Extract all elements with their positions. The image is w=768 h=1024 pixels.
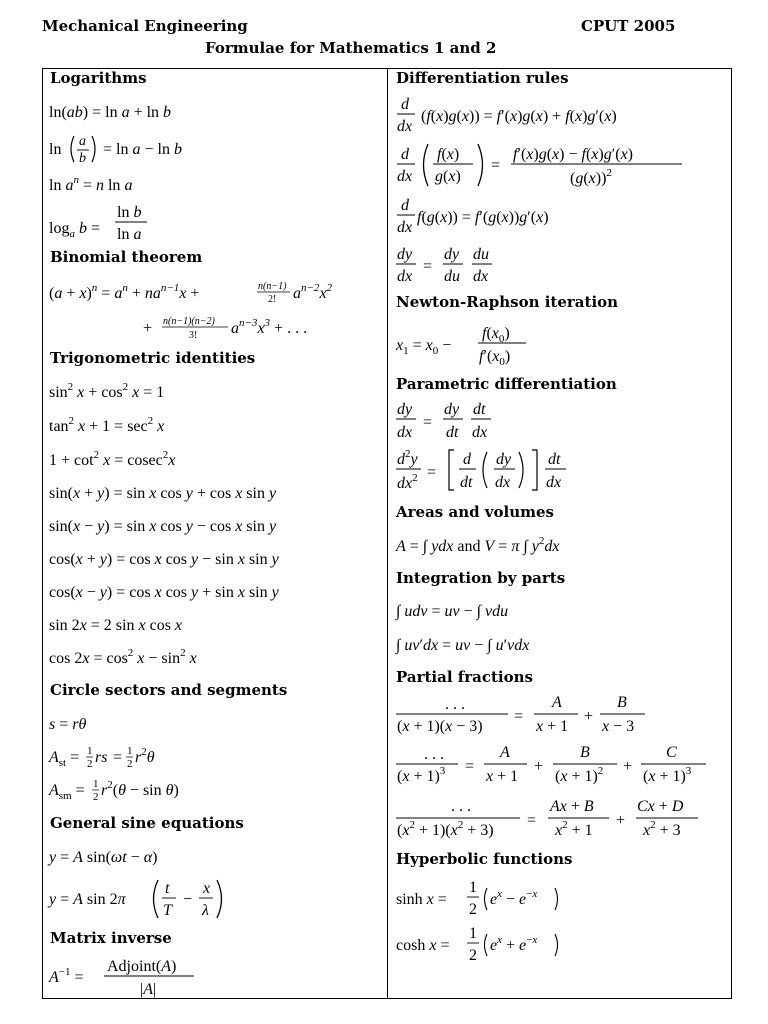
formula-newton-raphson — [395, 325, 526, 368]
svg-text:1: 1 — [87, 745, 93, 757]
svg-text:d: d — [463, 451, 471, 468]
svg-text:rs: rs — [95, 749, 108, 766]
section-partial-title: Partial fractions — [396, 668, 533, 686]
svg-text:dx: dx — [495, 474, 511, 491]
svg-text:x1 = x0 −: $x_1 = x_0$ − — [396, 337, 452, 357]
svg-text:dx: dx — [473, 268, 489, 285]
svg-text:=: = — [491, 157, 501, 174]
svg-text:2: 2 — [469, 901, 477, 918]
svg-text:(x + 1)(x − 3): (x + 1)(x − 3) — [397, 718, 483, 735]
formula-cosh — [396, 925, 558, 964]
svg-text:dx: dx — [397, 219, 413, 236]
svg-text:(x + 1)3: $(x + 1)^3$ — [397, 765, 446, 785]
svg-text:λ: λ — [202, 902, 209, 919]
svg-text:d: d — [401, 96, 409, 113]
svg-text:x + 1: x + 1 — [536, 718, 569, 735]
section-trig-title: Trigonometric identities — [50, 349, 256, 367]
svg-text:x + 1: x + 1 — [486, 768, 519, 785]
svg-text:1: 1 — [469, 879, 477, 896]
svg-text:dx: dx — [397, 424, 413, 441]
formula-partial-1 — [396, 694, 645, 735]
svg-text:|A|: |A| — [140, 981, 157, 998]
section-newton-title: Newton-Raphson iteration — [396, 293, 619, 311]
svg-text:d2y: $d^2y$ — [397, 448, 418, 468]
svg-text:n(n−1)(n−2): n(n−1)(n−2) — [163, 316, 215, 327]
formula-sine-general: y = A sin(ωt − α) — [49, 849, 158, 866]
svg-text:dx: dx — [546, 474, 562, 491]
section-parts-title: Integration by parts — [396, 569, 566, 587]
formula-arc-length: s = rθ — [49, 716, 87, 733]
svg-text:dy: dy — [444, 246, 460, 263]
section-matrix-title: Matrix inverse — [50, 929, 172, 947]
section-circle-title: Circle sectors and segments — [50, 681, 288, 699]
svg-text:A: A — [552, 694, 562, 711]
svg-text:f′(x)g(x) − f(x)g′(x): f′(x)g(x) − f(x)g′(x) — [513, 146, 633, 163]
svg-text:f(x): f(x) — [437, 146, 460, 163]
svg-text:an−3x3 + . . .: $a^{n-3}x^3$ + . . . — [231, 317, 308, 337]
course-title: Mechanical Engineering — [42, 17, 248, 35]
svg-text:dt: dt — [446, 424, 459, 441]
svg-text:ln b: ln b — [117, 204, 142, 221]
svg-text:= ln a − ln b: = ln a − ln b — [103, 141, 182, 158]
svg-text:g(x): g(x) — [435, 168, 461, 185]
svg-text:dt: dt — [473, 401, 486, 418]
formula-trig-cos-sum: cos(x + y) = cos x cos y − sin x sin y — [49, 551, 279, 568]
svg-text:Ast =: $A_{st}$ = — [49, 749, 80, 769]
svg-text:dx: dx — [472, 424, 488, 441]
svg-text:dx: dx — [397, 168, 413, 185]
svg-text:dx: dx — [397, 268, 413, 285]
svg-text:dy: dy — [397, 401, 413, 418]
svg-text:(x + 1)3: $(x + 1)^3$ — [643, 765, 692, 785]
formula-trig-sin-double: sin 2x = 2 sin x cos x — [49, 617, 183, 634]
section-diff-title: Differentiation rules — [396, 69, 569, 87]
svg-text:+: + — [616, 812, 626, 829]
formula-parts-2: ∫ uv′dx = uv − ∫ u′vdx — [396, 637, 530, 654]
svg-text:2: 2 — [127, 758, 133, 770]
svg-text:t: t — [165, 880, 170, 897]
svg-text:du: du — [444, 268, 460, 285]
svg-text:y = A sin 2π: y = A sin 2π — [49, 891, 126, 908]
formula-parts-1: ∫ udv = uv − ∫ vdu — [396, 603, 509, 620]
svg-text:C: C — [666, 744, 677, 761]
svg-text:T: T — [163, 902, 172, 919]
formula-trig-cos-diff: cos(x − y) = cos x cos y + sin x sin y — [49, 584, 279, 601]
formula-chain-leibniz — [396, 246, 492, 285]
svg-text:Ax + B: Ax + B — [550, 798, 594, 815]
svg-text:x: x — [203, 880, 211, 897]
section-sine-title: General sine equations — [50, 814, 244, 832]
svg-text:f′(x0): $f'(x_0)$ — [479, 348, 511, 368]
formula-parametric-second — [396, 448, 566, 492]
formula-chain-rule — [397, 197, 549, 236]
svg-text:dx2: $dx^2$ — [397, 472, 418, 492]
svg-text:du: du — [473, 246, 489, 263]
formula-trig-sin-diff: sin(x − y) = sin x cos y − cos x sin y — [49, 518, 277, 535]
section-param-title: Parametric differentiation — [396, 375, 617, 393]
svg-text:−: − — [183, 891, 193, 908]
formula-log-power: $\ln a^n = n$ ln a — [49, 174, 133, 194]
svg-text:x2 + 1: $x^2 + 1$ — [555, 819, 593, 839]
svg-text:A: A — [500, 744, 510, 761]
section-binomial-title: Binomial theorem — [50, 248, 203, 266]
svg-text:d: d — [401, 197, 409, 214]
svg-text:=: = — [423, 258, 433, 275]
svg-text:ln: ln — [49, 141, 62, 158]
svg-text:=: = — [514, 708, 524, 725]
svg-text:2: 2 — [469, 947, 477, 964]
svg-text:ex + e−x: $e^x + e^{-x}$ — [490, 934, 538, 954]
svg-text:. . .: . . . — [445, 696, 465, 713]
section-hyper-title: Hyperbolic functions — [396, 850, 573, 868]
svg-text:dy: dy — [496, 451, 512, 468]
section-areas-title: Areas and volumes — [396, 503, 554, 521]
svg-text:sinh x =: sinh x = — [396, 891, 447, 908]
svg-text:dx: dx — [397, 118, 413, 135]
svg-text:3!: 3! — [189, 330, 198, 341]
svg-text:1: 1 — [93, 778, 99, 790]
svg-text:Adjoint(A): Adjoint(A) — [107, 958, 177, 975]
svg-text:dt: dt — [460, 474, 473, 491]
svg-text:dy: dy — [444, 401, 460, 418]
formula-trig-pythag: $\sin^2 x + \cos^2 x = 1$ — [49, 381, 165, 401]
formula-trig-cot: $1 + \cot^2 x = cosec^2x$ — [49, 449, 176, 469]
svg-text:an−2x2: $a^{n-2}x^2$ — [293, 282, 333, 302]
svg-text:(a + x)n = an + nan−1x +: $(a + x)^n = a^n + na^{n-1}x$ + — [49, 282, 200, 302]
svg-text:f(g(x)) = f′(g(x))g′(x): f(g(x)) = f′(g(x))g′(x) — [417, 209, 549, 226]
formula-log-product: ln(ab) = ln a + ln b — [49, 104, 172, 121]
svg-text:ln a: ln a — [117, 226, 142, 243]
institution-year: CPUT 2005 — [581, 17, 676, 35]
svg-text:Asm =: $A_{sm}$ = — [49, 782, 85, 802]
svg-text:(g(x))2: $(g(x))^2$ — [570, 167, 612, 187]
formula-trig-cos-double: $\cos 2x = \cos^2 x - \sin^2 x$ — [49, 647, 197, 667]
svg-text:=: = — [423, 414, 433, 431]
svg-text:+: + — [534, 758, 544, 775]
svg-text:+: + — [143, 320, 153, 337]
svg-text:2: 2 — [87, 758, 93, 770]
svg-text:n(n−1): n(n−1) — [258, 281, 287, 292]
svg-text:=: = — [465, 758, 475, 775]
formula-quotient-rule — [397, 144, 682, 187]
svg-text:d: d — [401, 146, 409, 163]
formula-parametric-first — [396, 401, 491, 441]
svg-text:a: a — [79, 134, 86, 149]
svg-text:A−1 =: $A^{-1}$ = — [49, 966, 84, 986]
svg-text:=: = — [113, 749, 123, 766]
svg-text:(x + 1)2: $(x + 1)^2$ — [555, 765, 604, 785]
svg-text:x − 3: x − 3 — [602, 718, 635, 735]
svg-text:b: b — [79, 151, 86, 166]
svg-text:r2θ: $r^2\theta$ — [135, 746, 155, 766]
svg-text:Cx + D: Cx + D — [637, 798, 684, 815]
svg-text:=: = — [527, 812, 537, 829]
svg-text:cosh x =: cosh x = — [396, 937, 450, 954]
svg-text:dy: dy — [397, 246, 413, 263]
svg-text:=: = — [427, 464, 437, 481]
svg-text:loga b =: $\log_a b$ = — [49, 220, 100, 240]
svg-text:2: 2 — [93, 791, 99, 803]
svg-text:(x2 + 1)(x2 + 3): $(x^2 + 1)(x^2 + 3)$ — [397, 819, 494, 839]
section-logarithms-title: Logarithms — [50, 69, 147, 87]
formula-area-volume: A = ∫ ydx and V = π ∫ $y^2dx$ — [396, 535, 560, 555]
svg-text:+: + — [623, 758, 633, 775]
svg-text:1: 1 — [469, 925, 477, 942]
svg-text:B: B — [580, 744, 590, 761]
formula-sinh — [396, 879, 558, 918]
svg-text:+: + — [584, 708, 594, 725]
svg-text:. . .: . . . — [451, 798, 471, 815]
sheet-title: Formulae for Mathematics 1 and 2 — [205, 39, 497, 57]
svg-text:f(x0): $f(x_0)$ — [482, 325, 510, 345]
svg-text:ex − e−x: $e^x - e^{-x}$ — [490, 888, 538, 908]
svg-text:2!: 2! — [268, 294, 277, 305]
svg-text:. . .: . . . — [424, 746, 444, 763]
formula-trig-sin-sum: sin(x + y) = sin x cos y + cos x sin y — [49, 485, 277, 502]
svg-text:1: 1 — [127, 745, 133, 757]
formula-product-rule — [397, 96, 617, 135]
formula-trig-tan: $\tan^2 x + 1 = \sec^2 x$ — [49, 415, 165, 435]
svg-text:x2 + 3: $x^2 + 3$ — [643, 819, 681, 839]
svg-text:dt: dt — [548, 451, 561, 468]
svg-text:r2(θ − sin θ): $r^2(\theta - \sin \theta)$ — [101, 779, 179, 799]
formula-partial-3 — [396, 798, 698, 839]
svg-text:(f(x)g(x)) = f′(x)g(x) + f(x)g: (f(x)g(x)) = f′(x)g(x) + f(x)g′(x) — [421, 108, 617, 125]
svg-text:B: B — [617, 694, 627, 711]
formula-partial-2 — [396, 744, 706, 785]
